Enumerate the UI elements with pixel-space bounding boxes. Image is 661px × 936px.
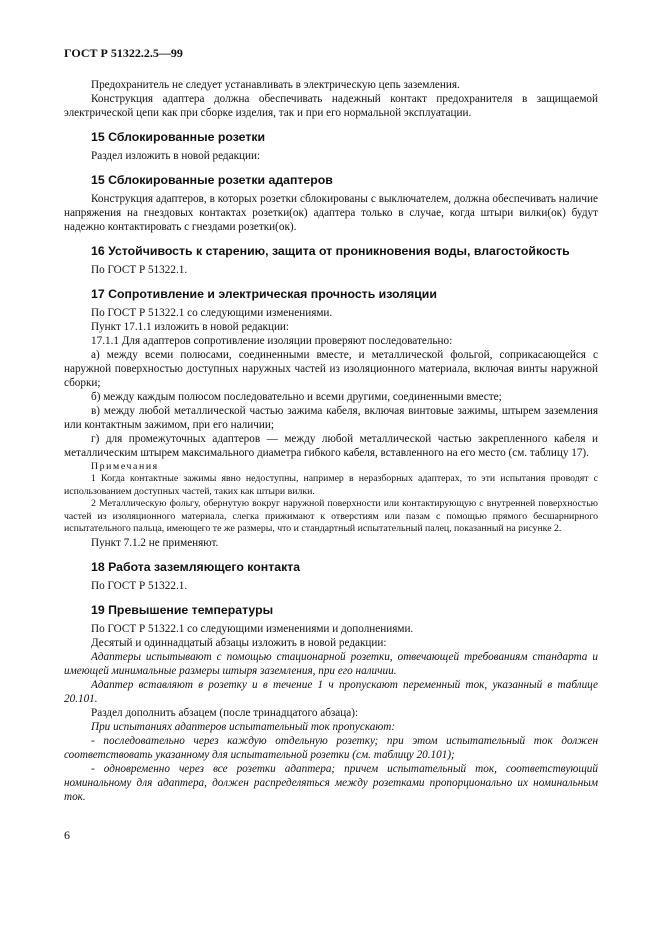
list-item-a: а) между всеми полюсами, соединенными вместе, и металлической фольгой, соприкасающейся с наружной поверхностью доступных наружных частей из изоляционного материала, включая винты наружной сборки; <box>64 349 598 389</box>
section-18-text: По ГОСТ Р 51322.1. <box>91 579 188 592</box>
section-17-paragraph: Пункт 7.1.2 не применяют. <box>91 536 219 549</box>
section-15-text: Раздел изложить в новой редакции: <box>91 150 261 162</box>
note-2: 2 Металлическую фольгу, обернутую вокруг наружной поверхности или контактирующую с внутренней поверхностью частей из изоляционного материала, слегка прижимают к отверстиям или пазам с помощью прямого бесшарнирного испытательного пальца, имеющего те же размеры, что и стандартный испытательный палец, показанный на рисунке 2. <box>64 498 598 534</box>
notes-title: Примечания <box>91 461 159 472</box>
page-content <box>64 78 598 804</box>
section-19-italic-paragraph: Адаптер вставляют в розетку и в течение 1 ч пропускают переменный ток, указанный в таблице 20.101. <box>64 678 598 705</box>
section-17-paragraph: По ГОСТ Р 51322.1 со следующими изменениями. <box>91 307 333 319</box>
section-16-text: По ГОСТ Р 51322.1. <box>91 264 188 276</box>
list-item-b: б) между каждым полюсом последовательно и всеми другими, соединенными вместе; <box>91 391 502 403</box>
document-code-header: ГОСТ Р 51322.2.5—99 <box>64 46 183 60</box>
section-19-italic-paragraph: При испытаниях адаптеров испытательный ток пропускают: <box>91 720 396 733</box>
section-17-paragraph: Пункт 17.1.1 изложить в новой редакции: <box>91 321 290 333</box>
section-19-heading: 19 Превышение температуры <box>91 602 274 617</box>
intro-paragraph-2: Конструкция адаптера должна обеспечивать надежный контакт предохранителя в защищаемой электрической цепи как при сборке изделия, так и при его нормальной эксплуатации. <box>64 93 598 119</box>
section-19-italic-paragraph: - последовательно через каждую отдельную розетку; при этом испытательный ток должен соответствовать указанному для испытательной розетки (см. таблицу 20.101); <box>64 734 598 761</box>
section-19-italic-paragraph: - одновременно через все розетки адаптера; причем испытательный ток, соответствующий номинальному для адаптера, должен распределяться между розетками пропорционально их номинальным ток. <box>64 762 598 803</box>
intro-paragraph-1: Предохранитель не следует устанавливать в электрическую цепь заземления. <box>91 79 460 91</box>
section-17-heading: 17 Сопротивление и электрическая прочность изоляции <box>91 287 437 301</box>
section-19-paragraph: Десятый и одиннадцатый абзацы изложить в новой редакции: <box>91 636 387 649</box>
section-19-paragraph: По ГОСТ Р 51322.1 со следующими изменениями и дополнениями. <box>91 622 414 635</box>
section-15-heading: 15 Сблокированные розетки <box>91 130 266 144</box>
section-19-paragraph: Раздел дополнить абзацем (после тринадцатого абзаца): <box>91 706 359 719</box>
section-15b-text: Конструкция адаптеров, в которых розетки сблокированы с выключателем, должна обеспечивать наличие напряжения на гнездовых контактах розетки(ок) адаптера только в случае, когда штыри вилки(ок) будут надежно контактировать с гнездами розетки(ок). <box>64 193 598 233</box>
section-19-italic-paragraph: Адаптеры испытывают с помощью стационарной розетки, отвечающей требованиям стандарта и имеющей минимальные размеры штыря заземления, при его наличии. <box>64 650 598 677</box>
section-16-heading: 16 Устойчивость к старению, защита от проникновения воды, влагостойкость <box>91 244 570 258</box>
section-18-heading: 18 Работа заземляющего контакта <box>91 559 301 574</box>
section-17-paragraph: 17.1.1 Для адаптеров сопротивление изоляции проверяют последовательно: <box>91 335 453 347</box>
section-15b-heading: 15 Сблокированные розетки адаптеров <box>91 173 333 187</box>
page-number: 6 <box>64 828 70 842</box>
list-item-g: г) для промежуточных адаптеров — между любой металлической частью закрепленного кабеля и металлическим штырем максимального диаметра гибкого кабеля, вставленного на его место (см. таблицу 17). <box>64 433 598 459</box>
list-item-v: в) между любой металлической частью зажима кабеля, включая винтовые зажимы, штырем заземления или контактным зажимом, при его наличии; <box>64 405 598 431</box>
note-1: 1 Когда контактные зажимы явно недоступны, например в неразборных адаптерах, то эти испытания проводят с использованием доступных частей, таких как штыри вилки. <box>64 473 598 497</box>
